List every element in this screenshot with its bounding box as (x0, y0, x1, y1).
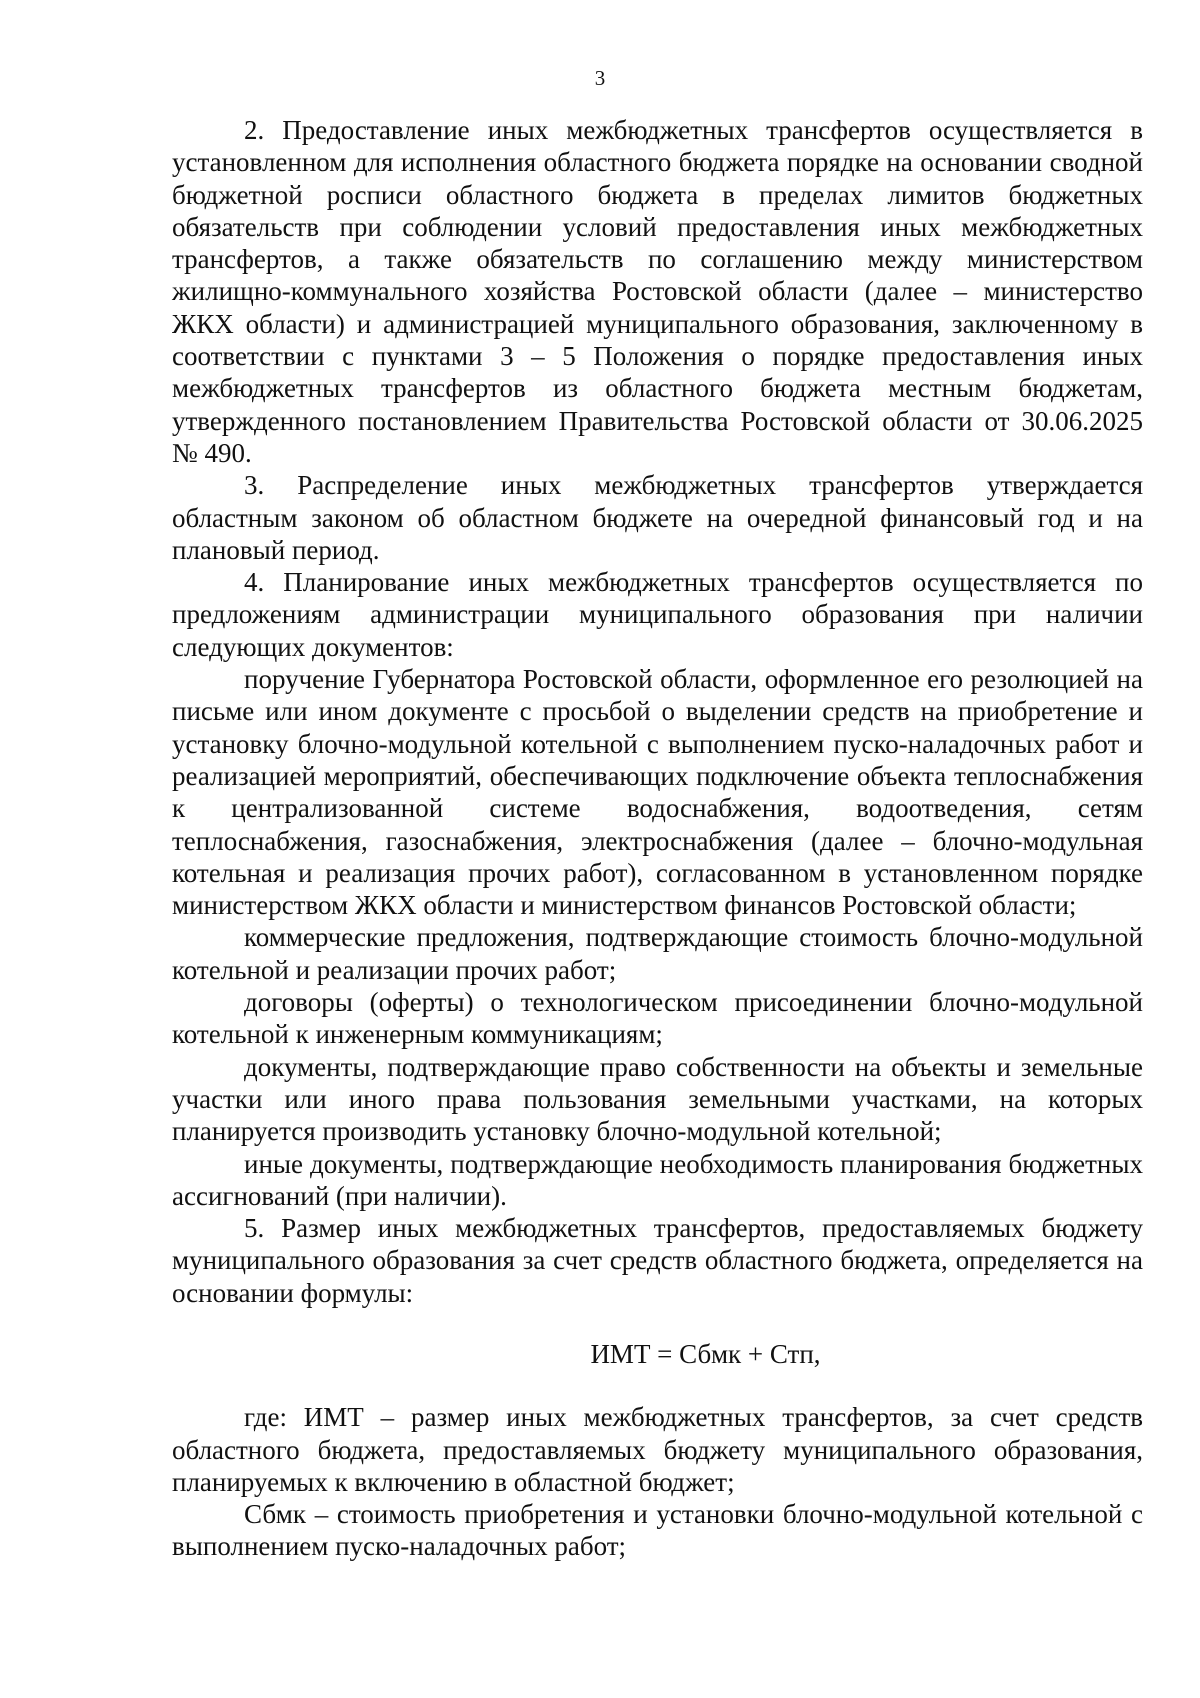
paragraph-other-documents: иные документы, подтверждающие необходимость планирования бюджетных ассигнований (при наличии). (172, 1148, 1143, 1211)
paragraph-connection-contracts: договоры (оферты) о технологическом присоединении блочно-модульной котельной к инженерным коммуникациям; (172, 987, 1143, 1050)
paragraph-governor-order: поручение Губернатора Ростовской области, оформленное его резолюцией на письме или ином документе с просьбой о выделении средств на приобретение и установку блочно-модульной котельной с выполнением пуско-наладочных работ и реализацией мероприятий, обеспечивающих подключение объекта теплоснабжения к централизованной системе водоснабжения, водоотведения, сетям теплоснабжения, газоснабжения, электроснабжения (далее – блочно-модульная котельная и реализация прочих работ), согласованном в установленном порядке министерством ЖКХ области и министерством финансов Ростовской области; (172, 664, 1143, 921)
paragraph-formula-sbmk-definition: Сбмк – стоимость приобретения и установки блочно-модульной котельной с выполнением пуско-наладочных работ; (172, 1499, 1143, 1562)
page-number: 3 (594, 66, 606, 90)
formula: ИМТ = Сбмк + Стп, (590, 1338, 821, 1369)
paragraph-formula-imt-definition: где: ИМТ – размер иных межбюджетных трансфертов, за счет средств областного бюджета, предоставляемых бюджету муниципального образования, планируемых к включению в областной бюджет; (172, 1402, 1143, 1497)
document-body (172, 114, 1143, 1563)
paragraph-item-2: 2. Предоставление иных межбюджетных трансфертов осуществляется в установленном для исполнения областного бюджета порядке на основании сводной бюджетной росписи областного бюджета в пределах лимитов бюджетных обязательств при соблюдении условий предоставления иных межбюджетных трансфертов, а также обязательств по соглашению между министерством жилищно-коммунального хозяйства Ростовской области (далее – министерство ЖКХ области) и администрацией муниципального образования, заключенному в соответствии с пунктами 3 – 5 Положения о порядке предоставления иных межбюджетных трансфертов из областного бюджета местным бюджетам, утвержденного постановлением Правительства Ростовской области от 30.06.2025 № 490. (172, 115, 1143, 468)
paragraph-item-5: 5. Размер иных межбюджетных трансфертов, предоставляемых бюджету муниципального образования за счет средств областного бюджета, определяется на основании формулы: (172, 1213, 1143, 1308)
paragraph-ownership-documents: документы, подтверждающие право собственности на объекты и земельные участки или иного права пользования земельными участками, на которых планируется производить установку блочно-модульной котельной; (172, 1051, 1143, 1147)
paragraph-item-3: 3. Распределение иных межбюджетных трансфертов утверждается областным законом об областном бюджете на очередной финансовый год и на плановый период. (172, 470, 1143, 565)
paragraph-item-4: 4. Планирование иных межбюджетных трансфертов осуществляется по предложениям администрации муниципального образования при наличии следующих документов: (172, 567, 1143, 662)
paragraph-commercial-offers: коммерческие предложения, подтверждающие стоимость блочно-модульной котельной и реализации прочих работ; (172, 922, 1143, 985)
